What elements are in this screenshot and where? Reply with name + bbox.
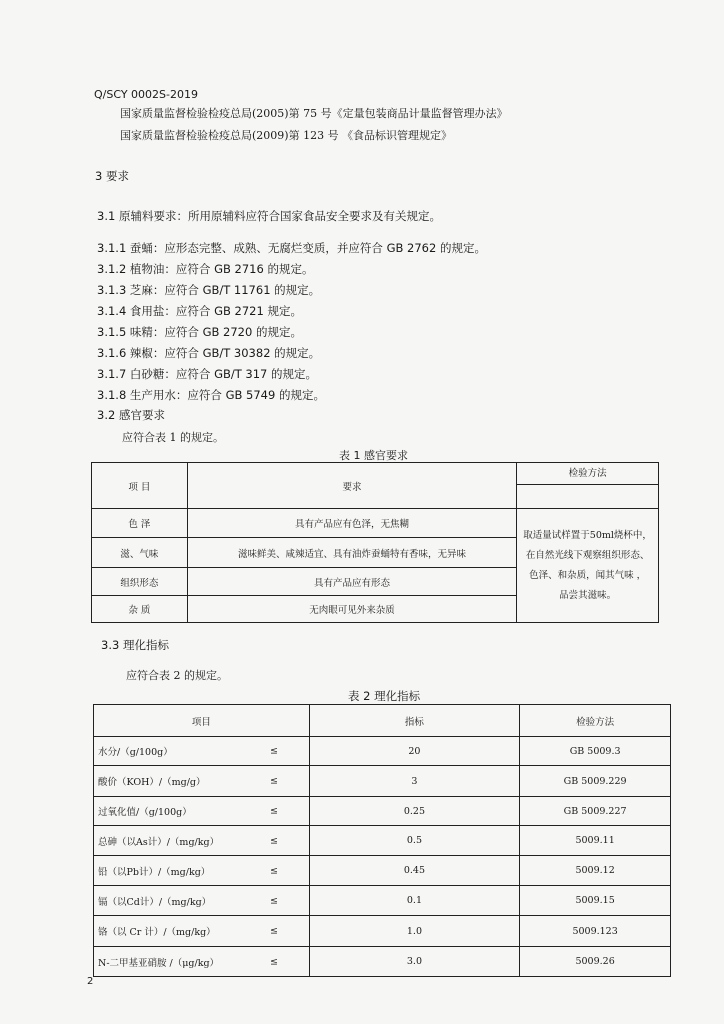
table-1-header-method: 检验方法 xyxy=(517,463,658,485)
table-1-caption: 表 1 感官要求 xyxy=(339,449,408,462)
table-2-operator: ≤ xyxy=(270,925,278,937)
table-2-value: 0.1 xyxy=(309,886,520,916)
table-2-item: 水分/（g/100g） xyxy=(98,747,173,758)
table-2-item-cell xyxy=(94,947,310,977)
table-2-value: 0.5 xyxy=(309,826,520,856)
table-2-method: GB 5009.227 xyxy=(520,797,671,826)
clause-3-1-1: 3.1.1 蚕蛹：应形态完整、成熟、无腐烂变质，并应符合 GB 2762 的规定。 xyxy=(97,241,486,255)
table-row xyxy=(94,916,671,947)
table-2-header-method: 检验方法 xyxy=(520,705,671,737)
table-2-operator: ≤ xyxy=(270,805,278,817)
table-1-item: 滋、气味 xyxy=(92,538,188,568)
table-2-value: 3.0 xyxy=(309,947,520,977)
table-1-item: 组织形态 xyxy=(92,568,188,596)
physicochemical-table xyxy=(93,704,671,977)
table-2-item: 铬（以 Cr 计）/（mg/kg） xyxy=(98,927,216,938)
table-1-method-line: 品尝其滋味。 xyxy=(559,589,617,601)
table-1-item: 杂 质 xyxy=(92,596,188,623)
table-row xyxy=(94,797,671,826)
table-2-method: 5009.15 xyxy=(520,886,671,916)
page-number: 2 xyxy=(87,976,94,987)
table-2-method: 5009.123 xyxy=(520,916,671,947)
section-3-2-title: 3.2 感官要求 xyxy=(97,408,165,422)
reference-1: 国家质量监督检验检疫总局(2005)第 75 号《定量包装商品计量监督管理办法》 xyxy=(120,107,508,120)
table-1-header-row xyxy=(92,463,659,509)
clause-3-1-8: 3.1.8 生产用水：应符合 GB 5749 的规定。 xyxy=(97,388,325,402)
table-2-item-cell xyxy=(94,916,310,947)
reference-2: 国家质量监督检验检疫总局(2009)第 123 号 《食品标识管理规定》 xyxy=(120,129,453,142)
clause-3-1-2: 3.1.2 植物油：应符合 GB 2716 的规定。 xyxy=(97,262,314,276)
table-2-value: 20 xyxy=(309,737,520,766)
table-2-item-cell xyxy=(94,766,310,797)
table-1-method-line: 取适量试样置于50ml烧杯中， xyxy=(523,529,652,541)
table-1-method-cell xyxy=(517,509,659,623)
table-2-value: 1.0 xyxy=(309,916,520,947)
table-2-item: 铅（以Pb计）/（mg/kg） xyxy=(98,866,211,878)
table-2-item-cell xyxy=(94,856,310,886)
section-3-2-text: 应符合表 1 的规定。 xyxy=(122,431,224,444)
clause-3-1-5: 3.1.5 味精：应符合 GB 2720 的规定。 xyxy=(97,325,302,339)
table-2-value: 3 xyxy=(309,766,520,797)
section-3-title: 3 要求 xyxy=(95,169,129,183)
table-2-item: N-二甲基亚硝胺 /（μg/kg） xyxy=(98,957,220,969)
table-1-method-line: 在自然光线下观察组织形态、 xyxy=(525,549,650,561)
table-2-header-item: 项目 xyxy=(94,705,310,737)
table-2-method: GB 5009.3 xyxy=(520,737,671,766)
table-2-method: 5009.12 xyxy=(520,856,671,886)
clause-3-1-7: 3.1.7 白砂糖：应符合 GB/T 317 的规定。 xyxy=(97,367,318,381)
table-row xyxy=(94,947,671,977)
table-row xyxy=(94,856,671,886)
table-2-operator: ≤ xyxy=(270,745,278,757)
table-2-operator: ≤ xyxy=(270,956,278,967)
table-2-method: 5009.11 xyxy=(520,826,671,856)
table-2-item: 酸价（KOH）/（mg/g） xyxy=(98,777,206,788)
table-row xyxy=(94,886,671,916)
table-1-header-method-cell xyxy=(517,463,659,509)
table-2-item-cell xyxy=(94,826,310,856)
table-2-item-cell xyxy=(94,886,310,916)
table-1-method-line: 色泽、和杂质，闻其气味 ， xyxy=(529,569,647,581)
table-2-value: 0.25 xyxy=(309,797,520,826)
table-1-requirement: 具有产品应有色泽，无焦糊 xyxy=(187,509,516,538)
table-2-operator: ≤ xyxy=(270,835,278,846)
table-2-operator: ≤ xyxy=(270,895,278,906)
table-1-header-requirement: 要求 xyxy=(187,463,516,509)
sensory-table xyxy=(91,462,659,623)
table-1-requirement: 滋味鲜美、咸辣适宜、具有油炸蚕蛹特有香味，无异味 xyxy=(187,538,516,568)
table-row xyxy=(92,509,659,538)
table-2-operator: ≤ xyxy=(270,865,278,876)
table-row xyxy=(94,826,671,856)
table-2-header-index: 指标 xyxy=(309,705,520,737)
table-2-caption: 表 2 理化指标 xyxy=(348,689,421,703)
table-2-method: GB 5009.229 xyxy=(520,766,671,797)
table-2-item: 总砷（以As计）/（mg/kg） xyxy=(98,836,220,848)
section-3-3-text: 应符合表 2 的规定。 xyxy=(126,669,228,682)
table-2-value: 0.45 xyxy=(309,856,520,886)
table-2-operator: ≤ xyxy=(270,775,278,787)
table-row xyxy=(94,766,671,797)
table-2-item: 镉（以Cd计）/（mg/kg） xyxy=(98,896,212,908)
table-2-item-cell xyxy=(94,797,310,826)
table-1-requirement: 具有产品应有形态 xyxy=(187,568,516,596)
clause-3-1-3: 3.1.3 芝麻：应符合 GB/T 11761 的规定。 xyxy=(97,283,321,297)
table-row xyxy=(94,737,671,766)
standard-code: Q/SCY 0002S-2019 xyxy=(94,88,198,101)
table-2-item: 过氧化值/（g/100g） xyxy=(98,807,192,818)
table-1-requirement: 无肉眼可见外来杂质 xyxy=(187,596,516,623)
section-3-3-title: 3.3 理化指标 xyxy=(101,638,169,652)
table-2-header-row xyxy=(94,705,671,737)
table-2-item-cell xyxy=(94,737,310,766)
table-1-item: 色 泽 xyxy=(92,509,188,538)
clause-3-1-4: 3.1.4 食用盐：应符合 GB 2721 规定。 xyxy=(97,304,302,318)
section-3-1: 3.1 原辅料要求：所用原辅料应符合国家食品安全要求及有关规定。 xyxy=(97,209,441,223)
clause-3-1-6: 3.1.6 辣椒：应符合 GB/T 30382 的规定。 xyxy=(97,346,321,360)
table-1-header-item: 项 目 xyxy=(92,463,188,509)
table-2-method: 5009.26 xyxy=(520,947,671,977)
